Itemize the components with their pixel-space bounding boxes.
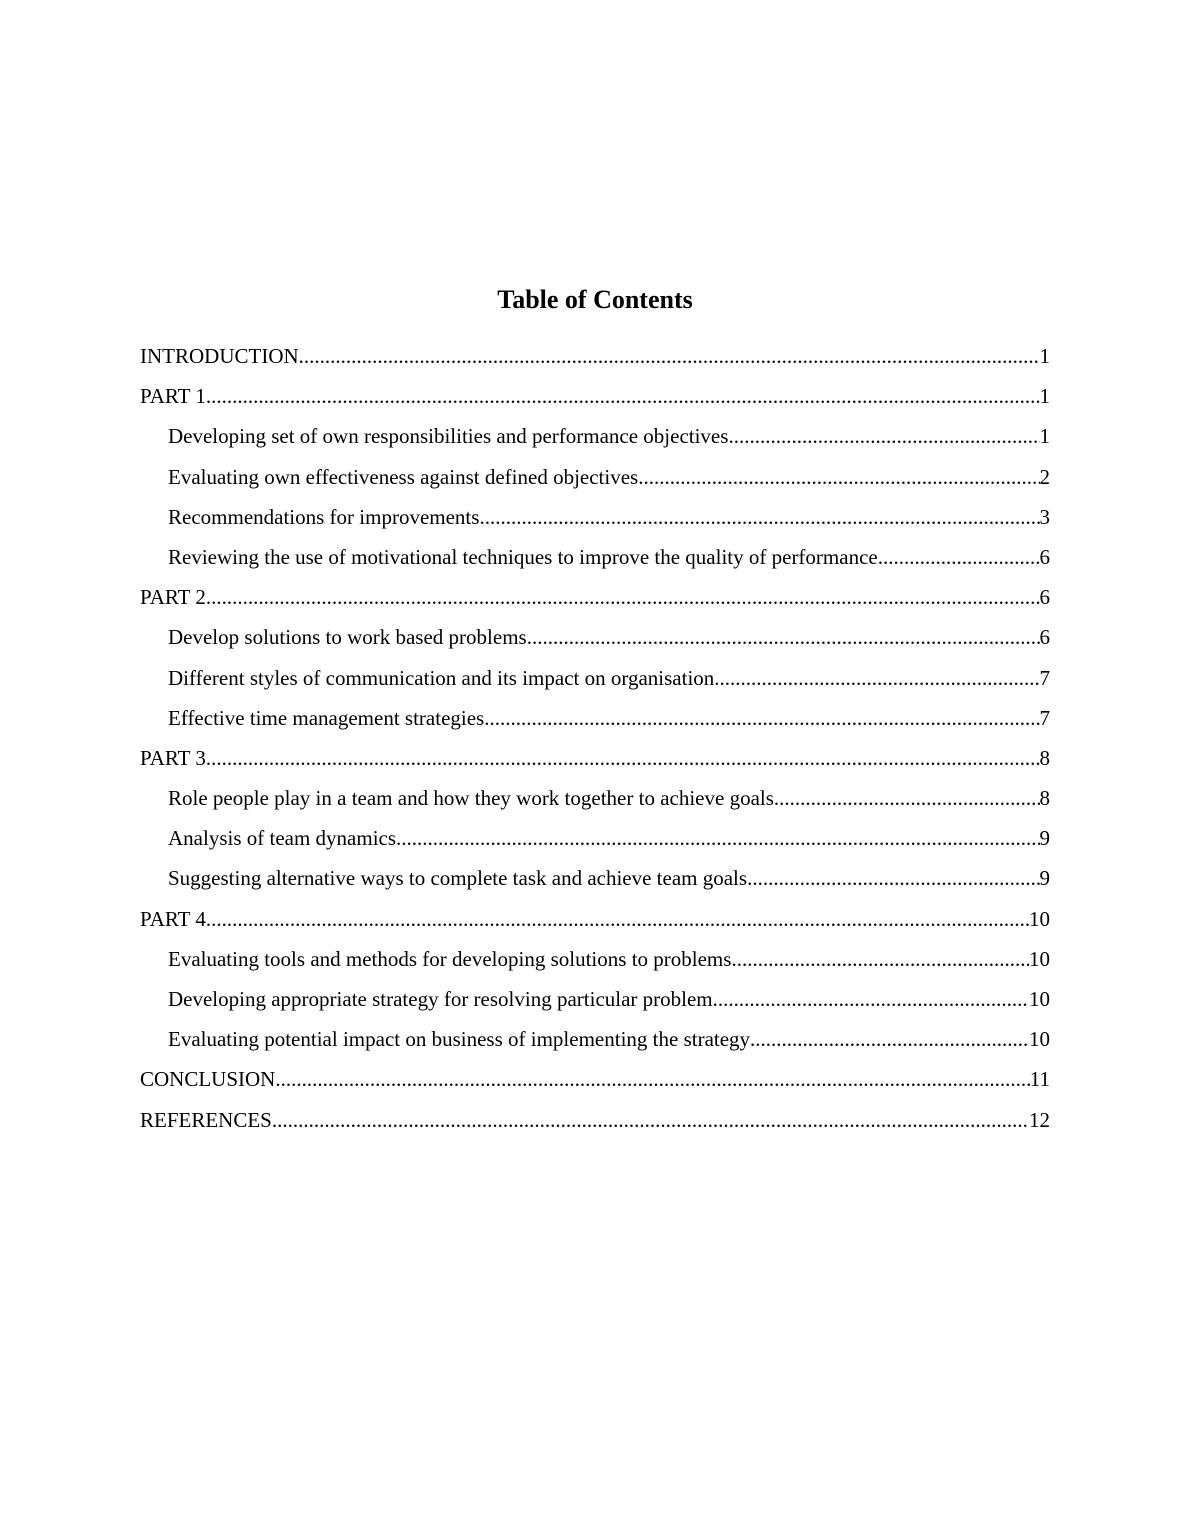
toc-entry-label: PART 1: [140, 384, 206, 409]
toc-entry[interactable]: [140, 380, 1050, 420]
toc-entry[interactable]: [140, 822, 1050, 862]
toc-entry[interactable]: [140, 742, 1050, 782]
toc-entry[interactable]: [140, 461, 1050, 501]
toc-entry-label: Role people play in a team and how they work together to achieve goals: [168, 786, 774, 811]
toc-entry-page-number: 1: [1039, 424, 1050, 449]
toc-dot-leader: [396, 822, 1039, 854]
toc-entry-page-number: 10: [1029, 1027, 1050, 1052]
toc-entry-label: Evaluating potential impact on business of implementing the strategy: [168, 1027, 751, 1052]
toc-dot-leader: [484, 702, 1039, 734]
toc-dot-leader: [713, 983, 1029, 1015]
toc-entry-page-number: 8: [1039, 786, 1050, 811]
toc-entry-page-number: 10: [1029, 906, 1050, 931]
toc-entry-page-number: 2: [1039, 464, 1050, 489]
toc-entry-page-number: 7: [1039, 665, 1050, 690]
toc-entry-label: Developing set of own responsibilities and performance objectives: [168, 424, 729, 449]
toc-entry-page-number: 8: [1039, 745, 1050, 770]
toc-dot-leader: [527, 621, 1040, 653]
toc-entry-page-number: 10: [1029, 946, 1050, 971]
toc-dot-leader: [728, 420, 1039, 452]
toc-entry-label: Developing appropriate strategy for resolving particular problem: [168, 987, 713, 1011]
toc-entry[interactable]: [140, 340, 1050, 380]
toc-entry[interactable]: [140, 782, 1050, 822]
toc-entry-label: Develop solutions to work based problems: [168, 625, 527, 650]
toc-entry-page-number: 1: [1039, 384, 1050, 409]
toc-entry-label: CONCLUSION: [140, 1067, 276, 1092]
toc-entry-label: PART 3: [140, 745, 206, 770]
toc-entry-label: REFERENCES: [140, 1107, 272, 1132]
toc-entry-page-number: 10: [1029, 987, 1050, 1011]
toc-dot-leader: [272, 1104, 1029, 1136]
toc-entry-page-number: 6: [1039, 544, 1050, 569]
toc-entry[interactable]: [140, 541, 1050, 581]
toc-entry-page-number: 9: [1039, 826, 1050, 851]
toc-dot-leader: [206, 742, 1040, 774]
toc-list: [140, 340, 1050, 1144]
toc-entry-page-number: 9: [1039, 866, 1050, 891]
toc-entry-page-number: 6: [1039, 625, 1050, 650]
toc-entry[interactable]: [140, 702, 1050, 742]
toc-entry-label: Evaluating own effectiveness against defined objectives: [168, 464, 639, 489]
toc-dot-leader: [731, 943, 1029, 975]
toc-entry-label: Effective time management strategies: [168, 705, 485, 730]
toc-entry-label: Evaluating tools and methods for developing solutions to problems: [168, 946, 732, 971]
toc-dot-leader: [275, 1063, 1029, 1095]
toc-entry[interactable]: [140, 943, 1050, 983]
toc-entry[interactable]: [140, 420, 1050, 460]
toc-dot-leader: [206, 380, 1040, 412]
toc-entry[interactable]: [140, 1063, 1050, 1103]
toc-entry[interactable]: [140, 1023, 1050, 1063]
toc-entry-page-number: 1: [1039, 344, 1050, 368]
toc-entry[interactable]: [140, 983, 1050, 1023]
toc-entry-label: Suggesting alternative ways to complete task and achieve team goals: [168, 866, 748, 891]
toc-entry-label: PART 4: [140, 906, 206, 931]
toc-dot-leader: [638, 461, 1039, 493]
toc-entry[interactable]: [140, 1104, 1050, 1144]
toc-entry[interactable]: [140, 662, 1050, 702]
toc-entry-label: Reviewing the use of motivational techniques to improve the quality of performance: [168, 544, 878, 569]
toc-entry[interactable]: [140, 581, 1050, 621]
toc-dot-leader: [206, 581, 1040, 613]
toc-entry[interactable]: [140, 621, 1050, 661]
toc-entry-label: Analysis of team dynamics: [168, 826, 397, 851]
toc-dot-leader: [206, 903, 1029, 935]
toc-dot-leader: [714, 662, 1039, 694]
toc-entry-page-number: 7: [1039, 705, 1050, 730]
toc-entry-label: Recommendations for improvements: [168, 504, 480, 529]
toc-entry[interactable]: [140, 501, 1050, 541]
toc-entry-label: PART 2: [140, 585, 206, 610]
toc-entry[interactable]: [140, 862, 1050, 902]
toc-dot-leader: [299, 340, 1040, 372]
toc-dot-leader: [878, 541, 1040, 573]
toc-entry-label: Different styles of communication and its impact on organisation: [168, 665, 715, 690]
toc-entry-label: INTRODUCTION: [140, 344, 299, 368]
toc-title: Table of Contents: [497, 285, 693, 314]
toc-entry[interactable]: [140, 903, 1050, 943]
toc-entry-page-number: 3: [1039, 504, 1050, 529]
toc-entry-page-number: 11: [1029, 1067, 1050, 1092]
toc-dot-leader: [479, 501, 1039, 533]
toc-dot-leader: [750, 1023, 1029, 1055]
toc-dot-leader: [774, 782, 1040, 814]
toc-entry-page-number: 12: [1029, 1107, 1050, 1132]
toc-dot-leader: [747, 862, 1039, 894]
toc-entry-page-number: 6: [1039, 585, 1050, 610]
